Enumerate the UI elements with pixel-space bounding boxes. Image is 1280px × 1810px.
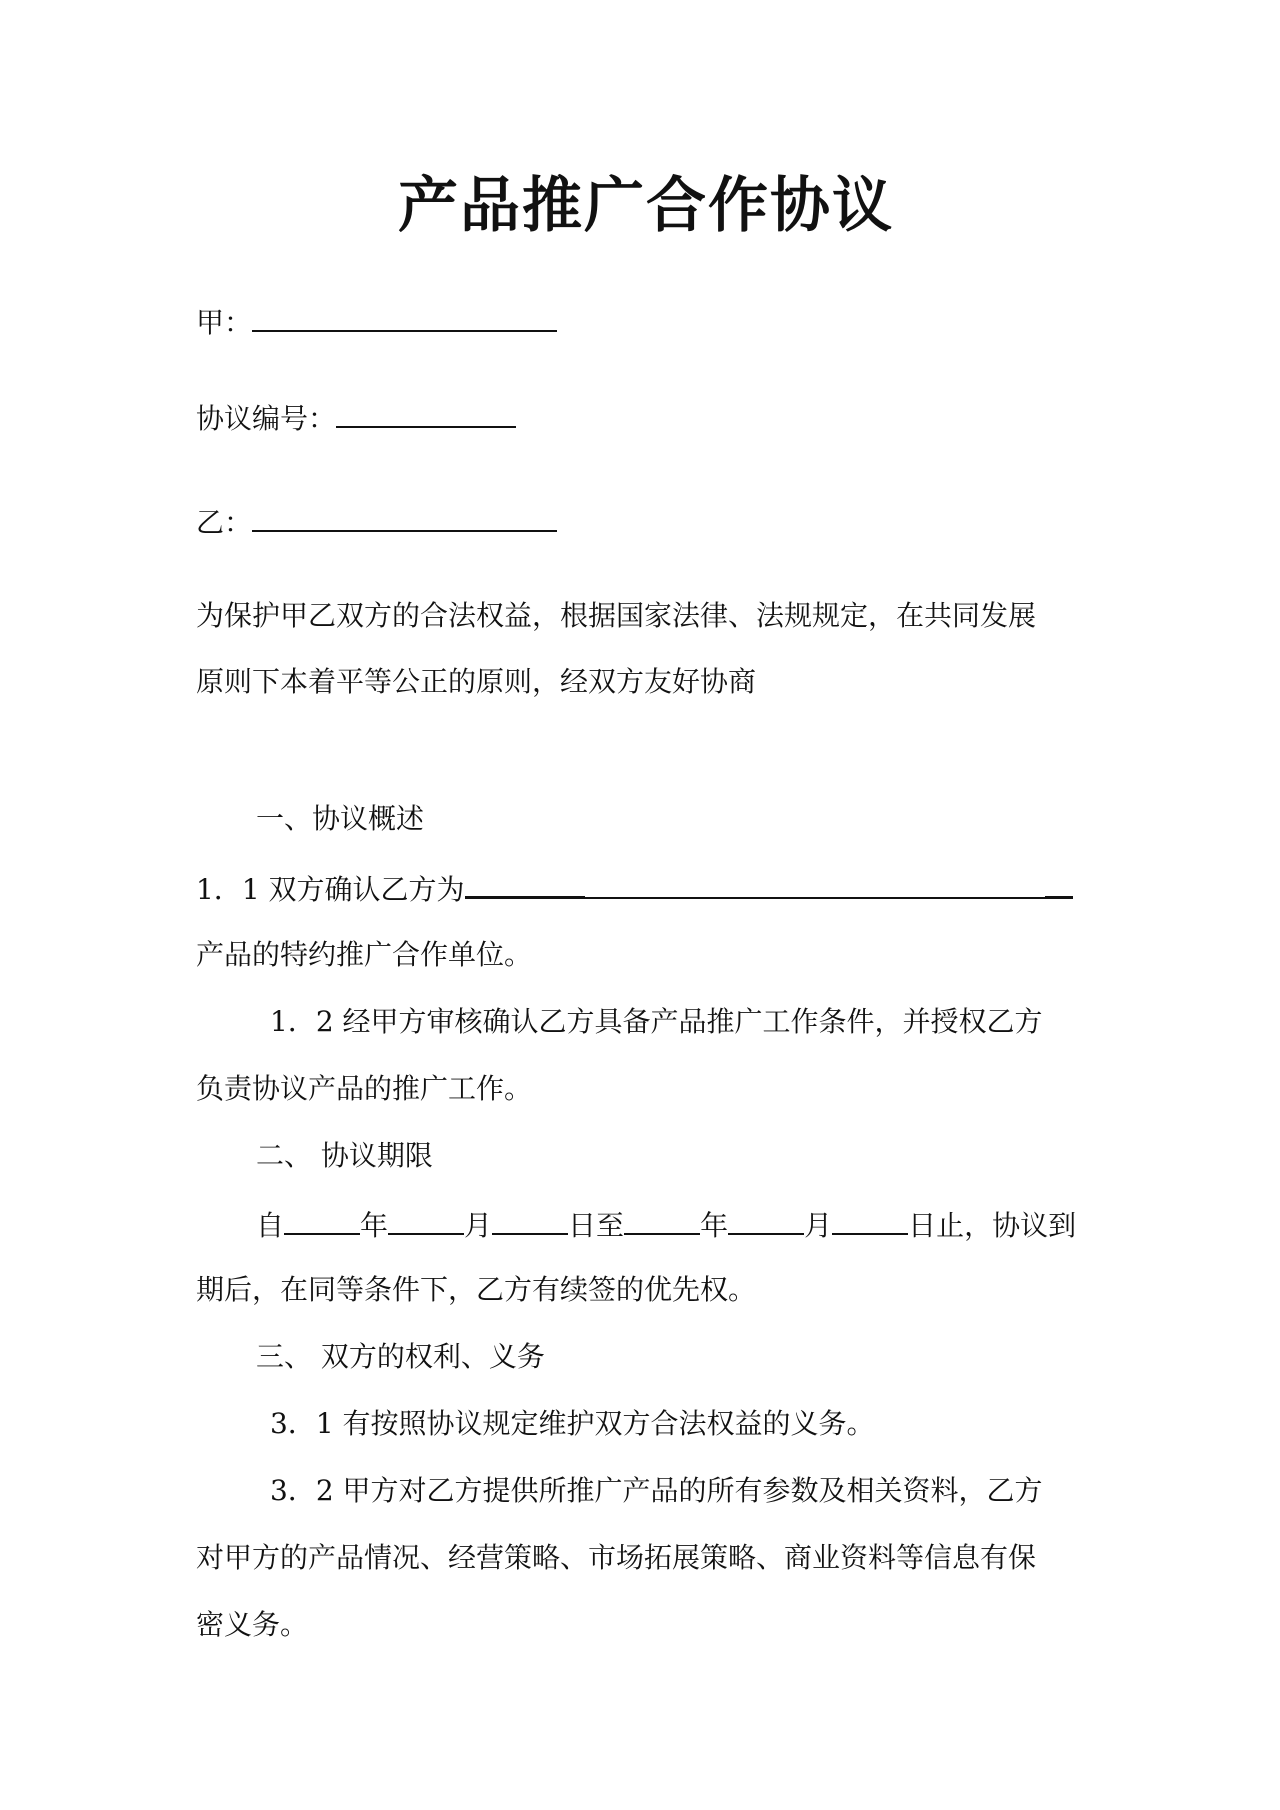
- clause-3-2-line-1: 3．2 甲方对乙方提供所推广产品的所有参数及相关资料，乙方: [270, 1474, 1043, 1507]
- product-name-blank-3[interactable]: [1045, 866, 1073, 899]
- date-day-to-label: 日至: [568, 1209, 625, 1242]
- start-month-blank[interactable]: [388, 1203, 464, 1235]
- preamble-line-2: 原则下本着平等公正的原则，经双方友好协商: [196, 665, 757, 698]
- party-a-label: 甲：: [196, 306, 253, 339]
- end-month-blank[interactable]: [728, 1203, 804, 1235]
- party-a-row: [196, 300, 557, 343]
- date-from: 自: [256, 1209, 285, 1242]
- preamble-line-1: 为保护甲乙双方的合法权益，根据国家法律、法规规定，在共同发展: [196, 599, 1037, 632]
- agreement-no-row: [196, 396, 516, 439]
- start-day-blank[interactable]: [492, 1203, 568, 1235]
- product-name-blank-2[interactable]: [585, 867, 1045, 899]
- section-1-heading: 一、协议概述: [256, 802, 425, 835]
- date-end-label: 日止，协议到: [908, 1209, 1077, 1242]
- term-date-row: [256, 1203, 1076, 1246]
- term-line-2: 期后，在同等条件下，乙方有续签的优先权。: [196, 1273, 757, 1306]
- party-b-blank[interactable]: [252, 500, 557, 532]
- clause-1-2-line-1: 1．2 经甲方审核确认乙方具备产品推广工作条件，并授权乙方: [270, 1005, 1043, 1038]
- clause-1-1-prefix: 1．1 双方确认乙方为: [196, 873, 465, 906]
- date-month-label-1: 月: [464, 1209, 493, 1242]
- clause-1-1-continuation: 产品的特约推广合作单位。: [196, 938, 533, 971]
- date-year-label-2: 年: [700, 1209, 729, 1242]
- clause-3-2-line-2: 对甲方的产品情况、经营策略、市场拓展策略、商业资料等信息有保: [196, 1541, 1037, 1574]
- date-year-label-1: 年: [360, 1209, 389, 1242]
- party-a-blank[interactable]: [252, 300, 557, 332]
- party-b-row: [196, 500, 557, 543]
- section-2-heading: 二、 协议期限: [256, 1139, 433, 1172]
- document-title: 产品推广合作协议: [398, 171, 894, 241]
- clause-3-2-line-3: 密义务。: [196, 1608, 309, 1641]
- clause-3-1: 3．1 有按照协议规定维护双方合法权益的义务。: [270, 1407, 875, 1440]
- start-year-blank[interactable]: [284, 1203, 360, 1235]
- end-year-blank[interactable]: [624, 1203, 700, 1235]
- product-name-blank-1[interactable]: [465, 866, 585, 899]
- section-3-heading: 三、 双方的权利、义务: [256, 1340, 545, 1373]
- end-day-blank[interactable]: [832, 1203, 908, 1235]
- agreement-no-label: 协议编号：: [196, 402, 337, 435]
- clause-1-1-row: [196, 866, 1073, 910]
- clause-1-2-line-2: 负责协议产品的推广工作。: [196, 1072, 533, 1105]
- agreement-no-blank[interactable]: [336, 396, 516, 428]
- date-month-label-2: 月: [804, 1209, 833, 1242]
- party-b-label: 乙：: [196, 506, 253, 539]
